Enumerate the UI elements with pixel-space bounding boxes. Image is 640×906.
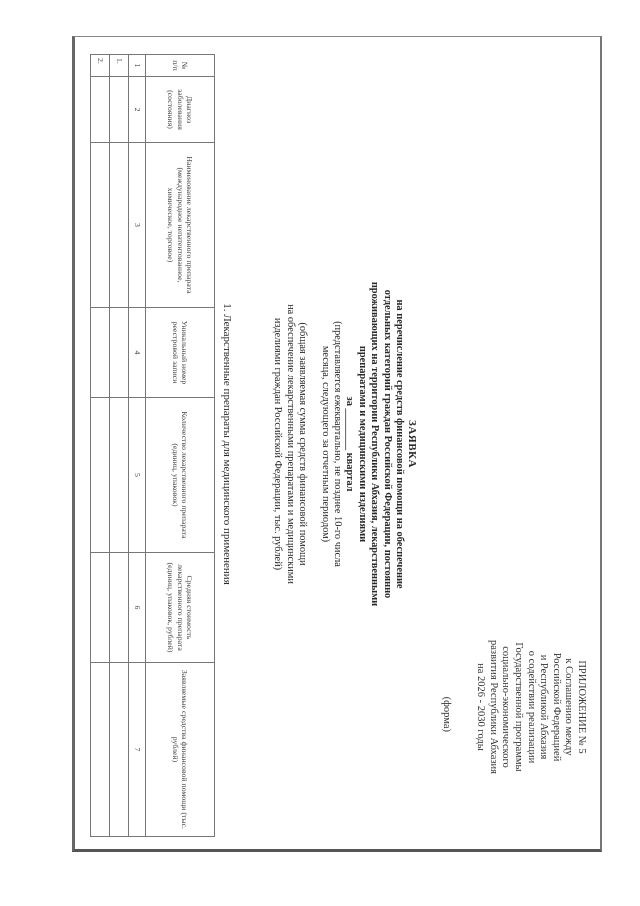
quarter-line: за ________ квартал — [344, 396, 356, 492]
table-header-cell: № п/п — [146, 55, 215, 77]
column-number-row — [129, 55, 146, 837]
table-cell — [110, 663, 129, 837]
appendix-line: ПРИЛОЖЕНИЕ № 5 — [576, 660, 587, 754]
total-sum-caption: изделиями граждан Российской Федерации, тыс. рублей) — [272, 317, 284, 571]
table-cell — [110, 77, 129, 143]
table-cell — [91, 308, 110, 398]
application-heading: ЗАЯВКА — [406, 420, 418, 468]
table-row — [110, 55, 129, 837]
column-number: 4 — [129, 308, 146, 398]
appendix-line: Российской Федерацией — [550, 652, 562, 762]
table-header-cell: Количество лекарственного препарата (единиц, упаковок) — [146, 398, 215, 553]
total-sum-caption: (общая заявляемая сумма средств финансовой помощи — [297, 322, 309, 566]
table-cell — [91, 553, 110, 663]
table-header-cell: Уникальный номер реестровой записи — [146, 308, 215, 398]
table-cell — [110, 143, 129, 308]
table-header-row — [146, 55, 215, 837]
appendix-line: о содействии реализации — [525, 650, 537, 764]
column-number: 5 — [129, 398, 146, 553]
appendix-line: на 2026 - 2030 годы — [475, 663, 487, 751]
appendix-line: к Соглашению между — [563, 658, 575, 756]
table-header-cell: Диагноз заболевания (состояния) — [146, 77, 215, 143]
column-number: 6 — [129, 553, 146, 663]
form-label: (форма) — [441, 696, 452, 732]
application-title-block — [271, 38, 418, 850]
column-number: 7 — [129, 663, 146, 837]
table-row — [91, 55, 110, 837]
table-cell — [91, 398, 110, 553]
title-line: проживающих на территории Республики Абхазия, лекарственными — [369, 281, 381, 607]
table-cell: 1. — [110, 55, 129, 77]
table-header-cell: Наименование лекарственного препарата (международное непатентованное, химическое, торговое) — [146, 143, 215, 308]
submission-note: месяца, следующего за отчетным периодом) — [319, 345, 331, 543]
column-number: 1 — [129, 55, 146, 77]
section-title: 1. Лекарственные препараты для медицинского применения — [221, 303, 233, 585]
appendix-line: и Республикой Абхазия — [538, 654, 550, 760]
table-cell — [91, 77, 110, 143]
title-line: препаратами и медицинскими изделиями — [356, 345, 368, 543]
table-cell — [91, 663, 110, 837]
title-line: отдельных категорий граждан Российской Федерации, постоянно — [381, 289, 393, 599]
appendix-line: Государственной программы — [513, 642, 525, 772]
column-number: 3 — [129, 143, 146, 308]
table-header-cell: Средняя стоимость лекарственного препарата (единиц, упаковок, рублей) — [146, 553, 215, 663]
table-cell — [110, 308, 129, 398]
drugs-table — [90, 54, 215, 837]
table-cell — [110, 398, 129, 553]
table-cell — [91, 143, 110, 308]
table-cell — [110, 553, 129, 663]
total-sum-caption: на обеспечение лекарственными препаратами и медицинскими — [284, 304, 296, 584]
appendix-line: социально-экономического — [500, 646, 512, 768]
table-cell: 2. — [91, 55, 110, 77]
table-header-cell: Заявляемые средства финансовой помощи (тыс. рублей) — [146, 663, 215, 837]
title-line: на перечисление средств финансовой помощи на обеспечение — [394, 299, 405, 589]
appendix-line: развития Республики Абхазия — [487, 640, 499, 774]
column-number: 2 — [129, 77, 146, 143]
submission-note: (представляется ежеквартально, не позднее 10-го числа — [331, 321, 343, 567]
appendix-block — [474, 612, 587, 802]
rotated-document-content — [75, 38, 599, 850]
